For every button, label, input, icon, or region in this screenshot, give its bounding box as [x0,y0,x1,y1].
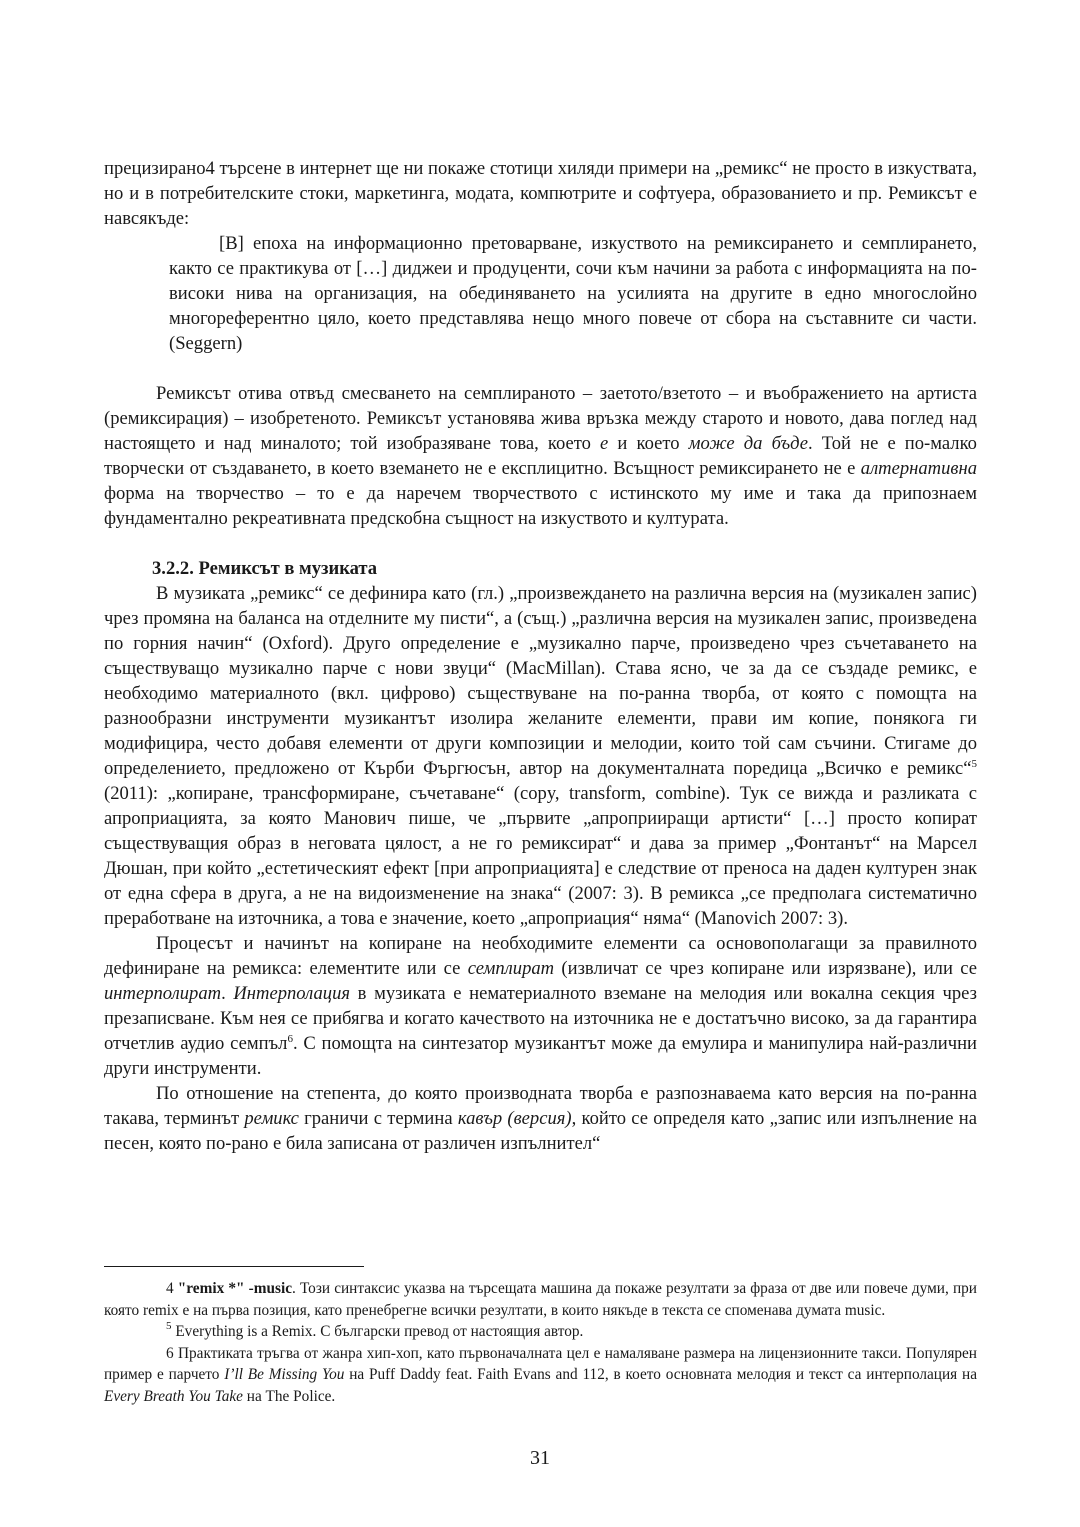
paragraph-copying-process: Процесът и начинът на копиране на необходимите елементи са основополагащи за правилното дефиниране на ремикса: елементите или се семплират (извличат се чрез копиране или изрязване), или се интерполират. Интерполация в музиката е нематериалното вземане на мелодия или вокална секция чрез презаписване. Към нея се прибягва и когато качеството на източника не е достатъчно високо, за да гарантира отчетлив аудио семпъл$^6$. С помощта на синтезатор музикантът може да емулира и манипулира най-различни други инструменти. [104,933,978,1079]
block-quote: [В] епоха на информационно претоварване, изкуството на ремиксирането и семплирането, както се практикува от […] диджеи и продуценти, сочи към начини за работа с информацията на по-високи нива на организация, на обединяването на усилията на другите в едно многослойно многореферентно цяло, което представлява нещо много повече от сбора на съставните си части. (Seggern) [169,233,977,354]
footnote-4: 4 "remix *" -music. Този синтаксис указва на търсещата машина да покаже резултати за фраза от две или повече думи, при която remix е на първа позиция, като пренебрегне всички резултати, в които някъде в текста се споменава думата music. [104,1280,977,1319]
paragraph-cover-version: По отношение на степента, до която производната творба е разпознаваема като версия на по-ранна такава, терминът ремикс граничи с термина кавър (версия), който се определя като „запис или изпълнение на песен, която по-рано е била записана от различен изпълнител“ [104,1083,977,1154]
footnote-ref-5: 5 [971,758,977,770]
page-number: 31 [530,1447,550,1469]
paragraph-remix-beyond: Ремиксът отива отвъд смесването на семплираното – заетото/взетото – и въображението на артиста (ремиксирация) – изобретеното. Ремиксът установява жива връзка между старото и новото, дава поглед над настоящето и над миналото; той изобразяване това, което е и което може да бъде. Той не е по-малко творчески от създаването, в което вземането не е експлицитно. Всъщност ремиксирането не е алтернативна форма на творчество – то е да наречем творчеството с истинското му име и така да припознаем фундаментално рекреативната предскобна същност на изкуството и културата. [104,383,977,529]
footnote-6: 6 Практиката тръгва от жанра хип-хоп, като първоначалната цел е намаляване размера на лицензионните такси. Популярен пример е парчето I’ll Be Missing You на Puff Daddy feat. Faith Evans and 112, в което основната мелодия и текст са интерполация на Every Breath You Take на The Police. [104,1344,978,1405]
page-body [104,156,977,1156]
footnote-divider [104,1266,364,1267]
footnote-ref-6: 6 [287,1033,293,1045]
paragraph-intro: прецизирано4 търсене в интернет ще ни покаже стотици хиляди примери на „ремикс“ не просто в изкуствата, но и в потребителските стоки, маркетинга, модата, компютрите и софтуера, образованието и пр. Ремиксът е навсякъде: [104,158,977,229]
section-heading: 3.2.2. Ремиксът в музиката [152,558,378,579]
footnotes [104,1278,977,1407]
footnote-5: $^5$ Everything is a Remix. С български превод от настоящия автор. [166,1320,584,1340]
paragraph-music-definition: В музиката „ремикс“ се дефинира като (гл.) „произвеждането на различна версия на (музикален запис) чрез промяна на баланса на отделните му писти“, а (същ.) „различна версия на музикален запис, произведена по горния начин“ (Oxford). Друго определение е „музикално парче, произведено чрез съчетаването на съществуващо музикално парче с нови звуци“ (MacMillan). Става ясно, че за да се създаде ремикс, е необходимо материалното (вкл. цифрово) съществуване на по-ранна творба, от която с помощта на разнообразни инструменти музикантът изолира желаните елементи, прави им копие, понякога ги модифицира, често добавя елементи от други композиции и мелодии, които той сам съчини. Стигаме до определението, предложено от Кърби Фъргюсън, автор на документалната поредица „Всичко е ремикс“$^5$ (2011): „копиране, трансформиране, съчетаване“ (copy, transform, combine). Тук се вижда и разликата с апроприацията, за която Манович пише, че „първите „апроприиращи артисти“ […] просто копират съществуващия образ в неговата цялост, а не го ремиксират“ и дава за пример „Фонтанът“ на Марсел Дюшан, при който „естетическият ефект [при апроприацията] е следствие от преноса на даден културен знак от една сфера в друга, а не на видоизменение на знака“ (2007: 3). В ремикса „се предполага систематично преработване на източника, а това е значение, което „апроприация“ няма“ (Manovich 2007: 3). [104,583,977,929]
